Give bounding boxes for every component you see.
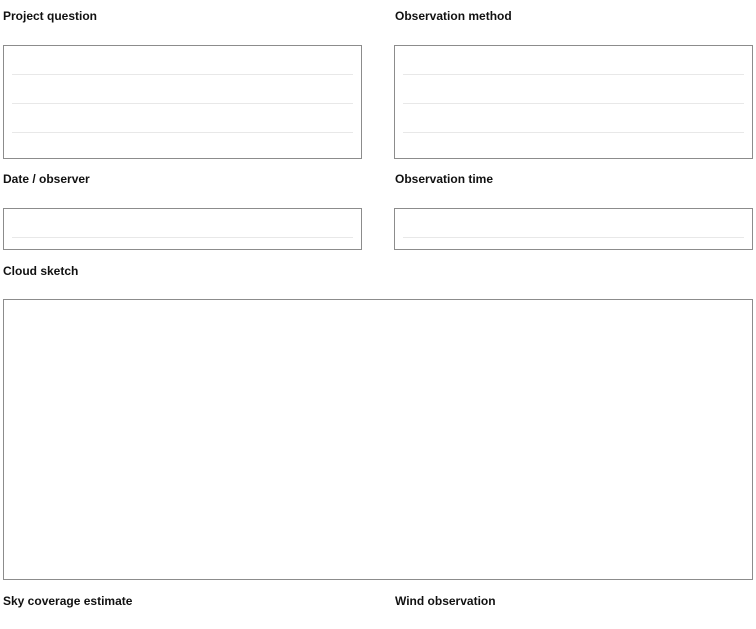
project-question-field[interactable]: [3, 45, 362, 159]
observation-time-label: Observation time: [395, 172, 494, 186]
observation-method-field[interactable]: [394, 45, 753, 159]
writing-line: [12, 74, 353, 75]
sky-coverage-label: Sky coverage estimate: [3, 594, 133, 608]
observation-time-field[interactable]: [394, 208, 753, 250]
date-observer-field[interactable]: [3, 208, 362, 250]
observation-method-label: Observation method: [395, 9, 512, 23]
project-question-label: Project question: [3, 9, 98, 23]
writing-line: [403, 103, 744, 104]
writing-line: [12, 132, 353, 133]
writing-line: [403, 132, 744, 133]
cloud-sketch-label: Cloud sketch: [3, 264, 79, 278]
writing-line: [403, 74, 744, 75]
date-observer-label: Date / observer: [3, 172, 90, 186]
cloud-sketch-area[interactable]: [3, 299, 753, 580]
writing-line: [12, 237, 353, 238]
writing-line: [403, 237, 744, 238]
wind-observation-label: Wind observation: [395, 594, 496, 608]
writing-line: [12, 103, 353, 104]
